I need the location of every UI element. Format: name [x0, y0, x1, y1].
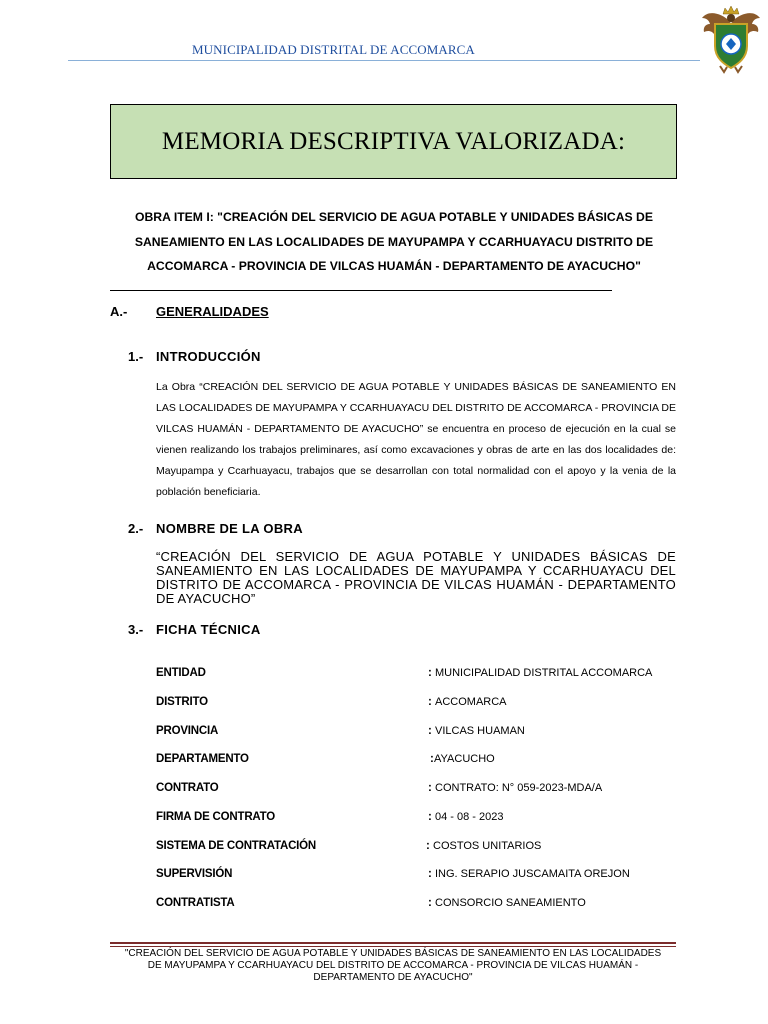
header-divider	[68, 60, 700, 61]
section-2-number: 2.-	[128, 521, 144, 536]
obra-line-2: SANEAMIENTO EN LAS LOCALIDADES DE MAYUPAMPA Y CCARHUAYACU DISTRITO DE	[134, 234, 654, 249]
ficha-row-contrato	[156, 782, 676, 798]
footer-text	[110, 948, 676, 984]
obra-text-1: "CREACIÓN DEL SERVICIO DE AGUA POTABLE Y UNIDADES BÁSICAS DE	[217, 210, 653, 224]
header-title: MUNICIPALIDAD DISTRITAL DE ACCOMARCA	[192, 42, 475, 57]
ficha-label: DEPARTAMENTO	[156, 753, 249, 765]
ficha-colon: :	[428, 782, 432, 794]
section-a-title: GENERALIDADES	[156, 304, 269, 319]
obra-divider	[110, 290, 612, 291]
obra-line-1	[118, 205, 670, 230]
ficha-value: COSTOS UNITARIOS	[433, 840, 542, 852]
obra-line-3: ACCOMARCA - PROVINCIA DE VILCAS HUAMÁN - DEPARTAMENTO DE AYACUCHO"	[147, 259, 641, 273]
ficha-colon: :	[428, 725, 432, 737]
section-1-title: INTRODUCCIÓN	[156, 349, 261, 364]
ficha-label: CONTRATO	[156, 782, 219, 794]
ficha-label: FIRMA DE CONTRATO	[156, 811, 276, 823]
ficha-label: PROVINCIA	[156, 725, 219, 737]
ficha-value: ING. SERAPIO JUSCAMAITA OREJON	[435, 868, 630, 880]
ficha-label: SISTEMA DE CONTRATACIÓN	[156, 840, 317, 852]
ficha-value: AYACUCHO	[434, 753, 495, 765]
obra-name-paragraph: “CREACIÓN DEL SERVICIO DE AGUA POTABLE Y UNIDADES BÁSICAS DE SANEAMIENTO EN LAS LOCALIDADES DE MAYUPAMPA Y CCARHUAYACU DEL DISTRITO DE ACCOMARCA - PROVINCIA DE VILCAS HUAMÁN - DEPARTAMENTO DE AYACUCHO”	[156, 549, 676, 606]
footer-line-1: "CREACIÓN DEL SERVICIO DE AGUA POTABLE Y UNIDADES BÁSICAS DE SANEAMIENTO EN LAS LOCALIDADES	[124, 948, 662, 959]
ficha-value: MUNICIPALIDAD DISTRITAL ACCOMARCA	[435, 667, 653, 679]
ficha-value: CONTRATO: N° 059-2023-MDA/A	[435, 782, 603, 794]
footer-line-3: DEPARTAMENTO DE AYACUCHO"	[313, 972, 473, 983]
ficha-row-distrito	[156, 696, 676, 712]
ficha-colon: :	[428, 667, 432, 679]
ficha-value: CONSORCIO SANEAMIENTO	[435, 897, 586, 909]
section-3-title: FICHA TÉCNICA	[156, 622, 261, 637]
ficha-label: SUPERVISIÓN	[156, 868, 233, 880]
footer-rule-thick	[110, 942, 676, 944]
obra-prefix: OBRA ITEM I:	[135, 210, 218, 224]
ficha-row-sistema-contratacion	[156, 840, 676, 856]
ficha-value: 04 - 08 - 2023	[435, 811, 504, 823]
document-title-box	[110, 104, 677, 179]
section-2-title: NOMBRE DE LA OBRA	[156, 521, 303, 536]
ficha-colon: :	[428, 811, 432, 823]
section-1-number: 1.-	[128, 349, 144, 364]
obra-description	[118, 205, 670, 279]
ficha-colon: :	[430, 753, 434, 765]
section-a-letter: A.-	[110, 304, 128, 319]
ficha-row-departamento	[156, 753, 676, 769]
document-title: MEMORIA DESCRIPTIVA VALORIZADA:	[161, 127, 626, 155]
introduction-paragraph: La Obra “CREACIÓN DEL SERVICIO DE AGUA POTABLE Y UNIDADES BÁSICAS DE SANEAMIENTO EN LAS LOCALIDADES DE MAYUPAMPA Y CCARHUAYACU DEL DISTRITO DE ACCOMARCA - PROVINCIA DE VILCAS HUAMÁN - DEPARTAMENTO DE AYACUCHO” se encuentra en proceso de ejecución en la cual se vienen realizando los trabajos preliminares, así como excavaciones y obras de arte en las dos localidades de: Mayupampa y Ccarhuayacu, trabajos que se desarrollan con total normalidad con el apoyo y la venia de la población beneficiaria.	[156, 381, 676, 498]
footer-rule-thin	[110, 946, 676, 947]
ficha-row-provincia	[156, 725, 676, 741]
ficha-row-supervision	[156, 868, 676, 884]
section-3-number: 3.-	[128, 622, 144, 637]
ficha-value: VILCAS HUAMAN	[435, 725, 525, 737]
footer-line-2: DE MAYUPAMPA Y CCARHUAYACU DEL DISTRITO DE ACCOMARCA - PROVINCIA DE VILCAS HUAMÁN -	[147, 960, 639, 971]
ficha-value: ACCOMARCA	[435, 696, 507, 708]
ficha-row-entidad	[156, 667, 676, 683]
ficha-colon: :	[426, 840, 430, 852]
municipal-coat-of-arms-icon	[700, 4, 762, 74]
ficha-row-contratista	[156, 897, 676, 913]
ficha-colon: :	[428, 868, 432, 880]
ficha-row-firma-contrato	[156, 811, 676, 827]
ficha-label: DISTRITO	[156, 696, 208, 708]
ficha-colon: :	[428, 696, 432, 708]
ficha-colon: :	[428, 897, 432, 909]
ficha-label: CONTRATISTA	[156, 897, 235, 909]
ficha-label: ENTIDAD	[156, 667, 206, 679]
